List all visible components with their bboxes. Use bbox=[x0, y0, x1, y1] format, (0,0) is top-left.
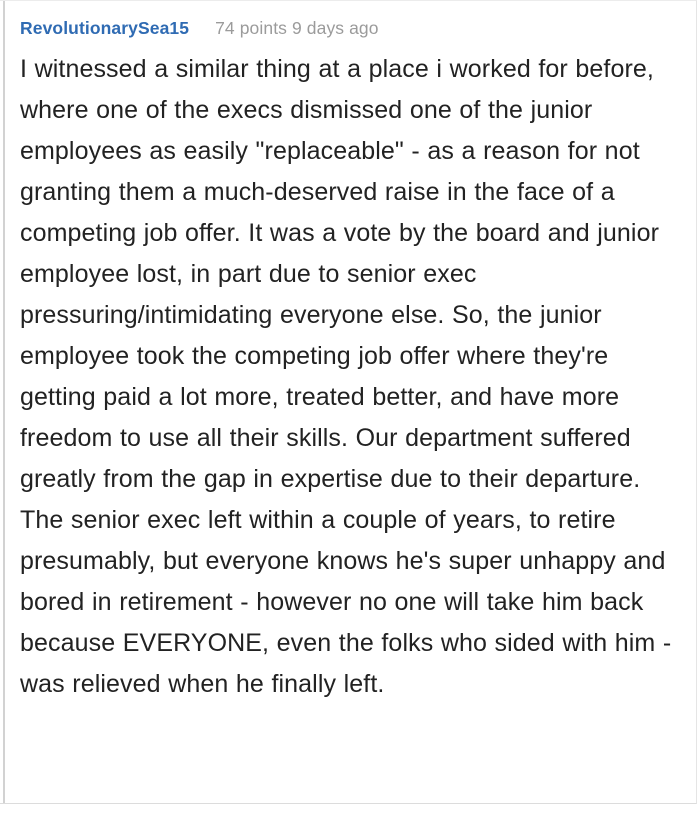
comment-content bbox=[5, 1, 695, 803]
comment-meta: 74 points 9 days ago bbox=[215, 18, 379, 38]
comment-header bbox=[20, 15, 683, 41]
comment-username-link[interactable]: RevolutionarySea15 bbox=[20, 18, 190, 38]
comment-body-text: I witnessed a similar thing at a place i worked for before, where one of the execs dismissed one of the junior employees as easily "replaceable" - as a reason for not granting them a much-deserved raise in the face of a competing job offer. It was a vote by the board and junior employee lost, in part due to senior exec pressuring/intimidating everyone else. So, the junior employee took the competing job offer where they're getting paid a lot more, treated better, and have more freedom to use all their skills. Our department suffered greatly from the gap in expertise due to their departure. The senior exec left within a couple of years, to retire presumably, but everyone knows he's super unhappy and bored in retirement - however no one will take him back because EVERYONE, even the folks who sided with him - was relieved when he finally left. bbox=[20, 55, 672, 698]
